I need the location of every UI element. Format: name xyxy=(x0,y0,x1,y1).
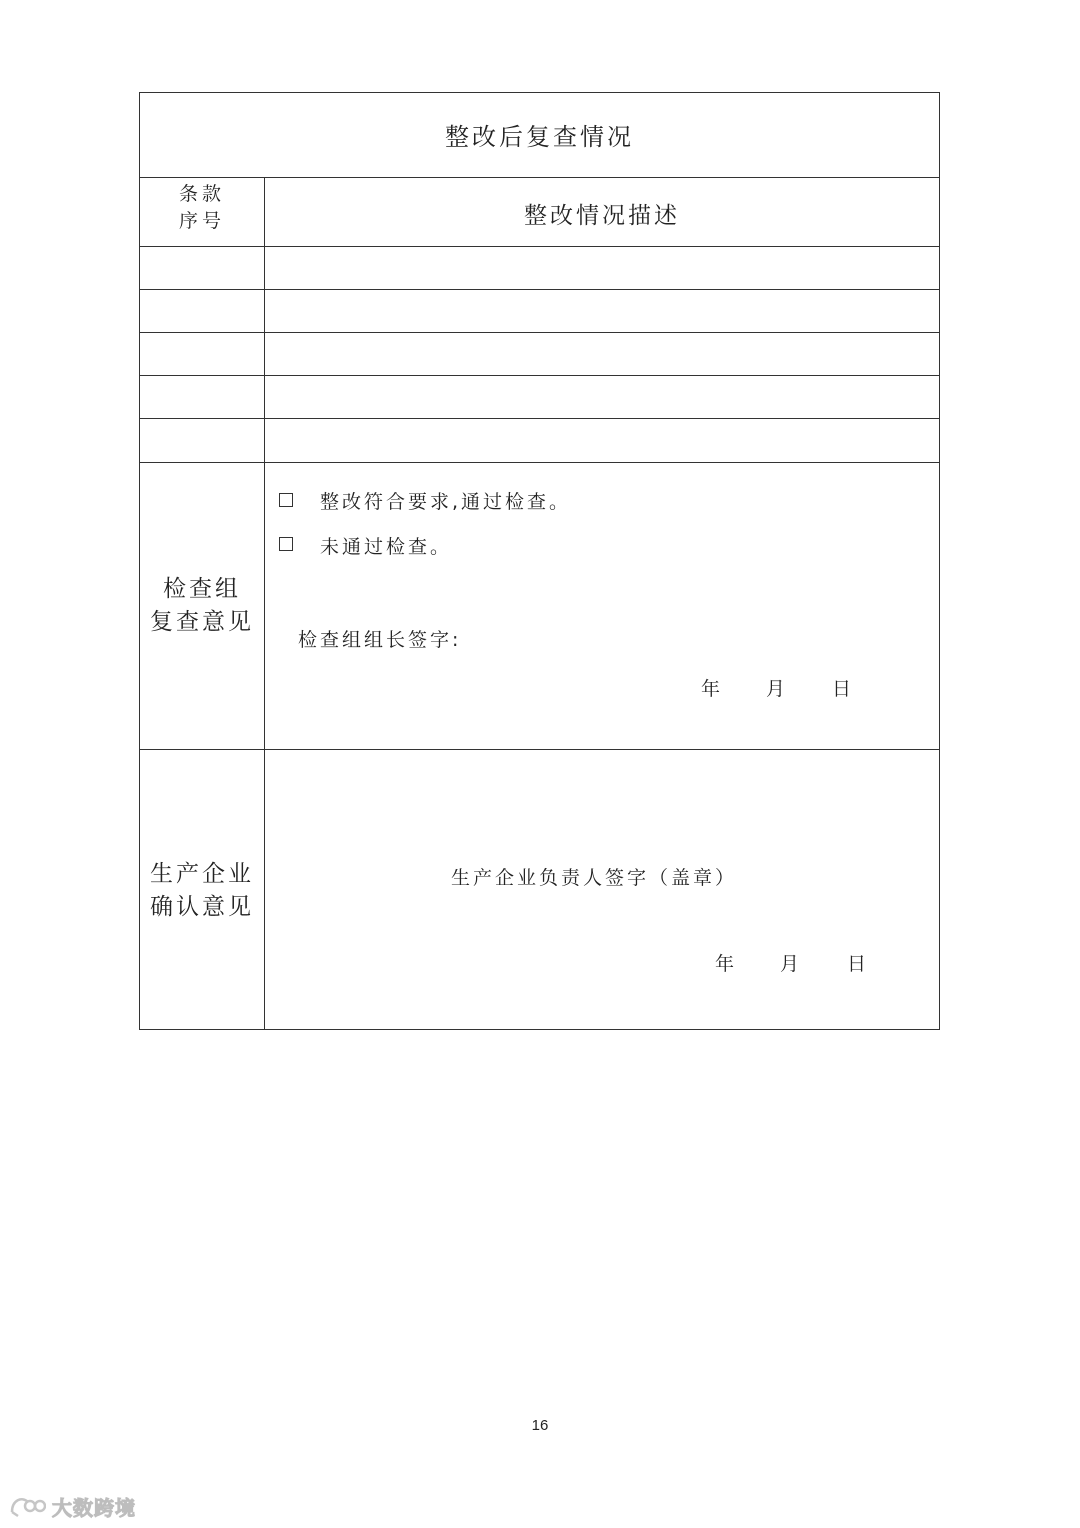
confirm-date-month: 月 xyxy=(780,953,800,975)
leader-signature-label: 检查组组长签字: xyxy=(298,629,462,651)
review-date-day: 日 xyxy=(832,678,852,700)
row-divider xyxy=(140,332,939,333)
watermark-text: 大数跨境 xyxy=(52,1495,136,1520)
column-divider xyxy=(264,177,265,1029)
review-label-line2: 复查意见 xyxy=(150,609,254,635)
company-confirm-label xyxy=(140,858,264,924)
row-divider xyxy=(140,289,939,290)
form-title: 整改后复查情况 xyxy=(445,123,634,151)
confirm-label-line2: 确认意见 xyxy=(150,894,254,920)
company-signature-label: 生产企业负责人签字（盖章） xyxy=(451,867,738,889)
row-divider xyxy=(140,177,939,178)
pass-option-label: 整改符合要求,通过检查。 xyxy=(320,491,572,513)
review-label-line1: 检查组 xyxy=(163,576,241,602)
watermark-logo-icon xyxy=(8,1492,46,1520)
pass-checkbox[interactable] xyxy=(279,493,293,507)
review-opinion-label xyxy=(140,573,264,639)
clause-number-header xyxy=(140,181,264,235)
review-date-month: 月 xyxy=(766,678,786,700)
fail-option-label: 未通过检查。 xyxy=(320,536,453,558)
row-divider xyxy=(140,749,939,750)
confirm-date-day: 日 xyxy=(847,953,867,975)
row-divider xyxy=(140,462,939,463)
clause-header-line1: 条款 xyxy=(178,183,225,205)
confirm-date-year: 年 xyxy=(715,953,735,975)
page-number: 16 xyxy=(531,1417,549,1434)
description-header: 整改情况描述 xyxy=(524,203,680,229)
review-date-year: 年 xyxy=(701,678,721,700)
row-divider xyxy=(140,375,939,376)
row-divider xyxy=(140,246,939,247)
confirm-label-line1: 生产企业 xyxy=(150,861,254,887)
watermark xyxy=(8,1490,136,1522)
review-form-table xyxy=(139,92,940,1030)
fail-checkbox[interactable] xyxy=(279,537,293,551)
clause-header-line2: 序号 xyxy=(178,210,225,232)
row-divider xyxy=(140,418,939,419)
